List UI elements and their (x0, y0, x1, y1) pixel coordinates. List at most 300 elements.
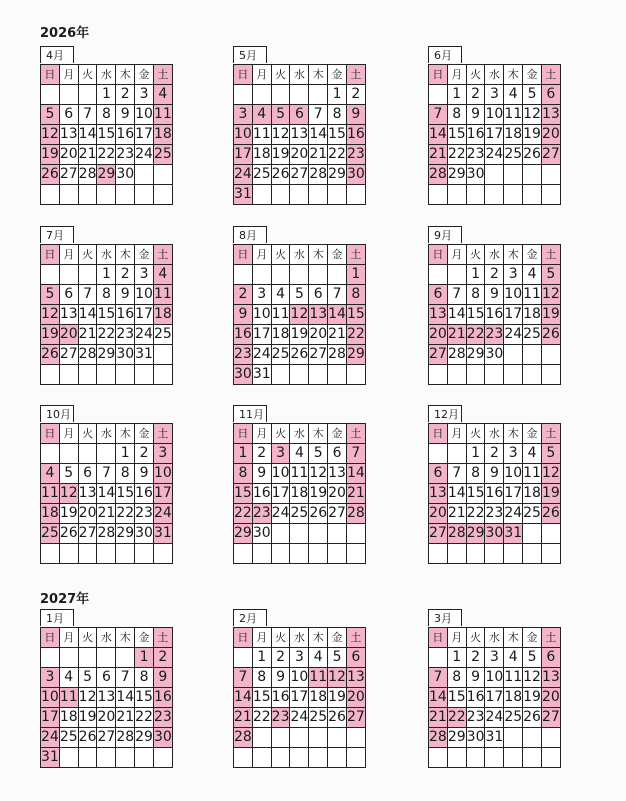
week-row (429, 444, 561, 464)
day-cell: 23 (252, 504, 271, 524)
week-row (429, 145, 561, 165)
day-cell: 5 (523, 648, 542, 668)
empty-day-cell (466, 365, 485, 385)
week-row (429, 748, 561, 768)
weekday-header: 土 (153, 628, 172, 648)
weekday-header-row (429, 65, 561, 85)
day-cell: 30 (485, 524, 504, 544)
month-grid (428, 244, 561, 385)
day-cell: 13 (346, 668, 365, 688)
month-grid (40, 64, 173, 205)
day-cell: 17 (290, 688, 309, 708)
day-cell: 16 (466, 688, 485, 708)
day-cell: 6 (541, 648, 560, 668)
day-cell: 19 (328, 688, 347, 708)
empty-day-cell (234, 544, 253, 564)
day-cell: 15 (447, 125, 466, 145)
day-cell: 9 (346, 105, 365, 125)
empty-day-cell (328, 185, 347, 205)
day-cell: 30 (485, 345, 504, 365)
day-cell: 8 (97, 105, 116, 125)
empty-day-cell (290, 748, 309, 768)
day-cell: 13 (541, 668, 560, 688)
day-cell: 31 (485, 728, 504, 748)
day-cell: 30 (252, 524, 271, 544)
day-cell: 20 (429, 325, 448, 345)
empty-day-cell (153, 748, 172, 768)
day-cell: 1 (252, 648, 271, 668)
day-cell: 12 (41, 125, 60, 145)
day-cell: 1 (116, 444, 135, 464)
week-row (41, 668, 173, 688)
weekday-header: 木 (309, 65, 328, 85)
day-cell: 24 (504, 325, 523, 345)
day-cell: 19 (523, 688, 542, 708)
day-cell: 8 (466, 285, 485, 305)
week-row (41, 504, 173, 524)
empty-day-cell (153, 544, 172, 564)
week-row (429, 305, 561, 325)
day-cell: 21 (78, 325, 97, 345)
day-cell: 2 (271, 648, 290, 668)
empty-day-cell (541, 748, 560, 768)
day-cell: 9 (466, 668, 485, 688)
empty-day-cell (504, 185, 523, 205)
month-grid (40, 627, 173, 768)
empty-day-cell (346, 185, 365, 205)
week-row (429, 105, 561, 125)
day-cell: 12 (41, 305, 60, 325)
empty-day-cell (290, 185, 309, 205)
day-cell: 12 (78, 688, 97, 708)
weekday-header: 金 (328, 628, 347, 648)
day-cell: 8 (328, 105, 347, 125)
empty-day-cell (309, 185, 328, 205)
empty-day-cell (78, 444, 97, 464)
weekday-header: 月 (59, 424, 78, 444)
day-cell: 3 (504, 265, 523, 285)
day-cell: 14 (429, 688, 448, 708)
day-cell: 30 (346, 165, 365, 185)
day-cell: 3 (504, 444, 523, 464)
day-cell: 9 (252, 464, 271, 484)
weekday-header: 月 (447, 424, 466, 444)
day-cell: 7 (78, 285, 97, 305)
weekday-header: 月 (59, 245, 78, 265)
empty-day-cell (523, 544, 542, 564)
day-cell: 12 (290, 305, 309, 325)
week-row (234, 688, 366, 708)
empty-day-cell (41, 648, 60, 668)
day-cell: 24 (135, 325, 154, 345)
day-cell: 16 (135, 484, 154, 504)
day-cell: 19 (78, 708, 97, 728)
empty-day-cell (116, 648, 135, 668)
weekday-header: 金 (523, 628, 542, 648)
day-cell: 17 (234, 145, 253, 165)
empty-day-cell (234, 748, 253, 768)
empty-day-cell (271, 728, 290, 748)
day-cell: 3 (290, 648, 309, 668)
day-cell: 20 (309, 325, 328, 345)
empty-day-cell (485, 544, 504, 564)
day-cell: 4 (59, 668, 78, 688)
weekday-header: 火 (466, 424, 485, 444)
day-cell: 2 (252, 444, 271, 464)
day-cell: 31 (153, 524, 172, 544)
week-row (41, 444, 173, 464)
empty-day-cell (78, 365, 97, 385)
day-cell: 20 (290, 145, 309, 165)
empty-day-cell (59, 265, 78, 285)
empty-day-cell (429, 265, 448, 285)
weekday-header: 日 (41, 245, 60, 265)
day-cell: 7 (309, 105, 328, 125)
day-cell: 2 (116, 85, 135, 105)
day-cell: 10 (504, 464, 523, 484)
empty-day-cell (135, 165, 154, 185)
week-row (429, 464, 561, 484)
day-cell: 24 (234, 165, 253, 185)
week-row (41, 484, 173, 504)
day-cell: 13 (290, 125, 309, 145)
empty-day-cell (447, 444, 466, 464)
weekday-header: 日 (429, 65, 448, 85)
week-row (41, 125, 173, 145)
week-row (41, 85, 173, 105)
weekday-header: 木 (504, 628, 523, 648)
week-row (234, 265, 366, 285)
empty-day-cell (523, 748, 542, 768)
empty-day-cell (466, 544, 485, 564)
day-cell: 14 (116, 688, 135, 708)
weekday-header: 金 (523, 424, 542, 444)
week-row (41, 464, 173, 484)
weekday-header: 木 (504, 65, 523, 85)
day-cell: 9 (153, 668, 172, 688)
day-cell: 1 (135, 648, 154, 668)
empty-day-cell (290, 544, 309, 564)
day-cell: 27 (290, 165, 309, 185)
weekday-header: 火 (271, 424, 290, 444)
empty-day-cell (252, 728, 271, 748)
day-cell: 11 (153, 105, 172, 125)
empty-day-cell (234, 648, 253, 668)
week-row (234, 345, 366, 365)
day-cell: 27 (309, 345, 328, 365)
day-cell: 28 (309, 165, 328, 185)
week-row (41, 145, 173, 165)
weekday-header: 水 (97, 424, 116, 444)
weekday-header: 土 (346, 245, 365, 265)
day-cell: 2 (116, 265, 135, 285)
day-cell: 2 (466, 648, 485, 668)
week-row (429, 125, 561, 145)
day-cell: 27 (541, 145, 560, 165)
empty-day-cell (309, 544, 328, 564)
day-cell: 17 (252, 325, 271, 345)
day-cell: 24 (504, 504, 523, 524)
empty-day-cell (59, 544, 78, 564)
day-cell: 31 (135, 345, 154, 365)
day-cell: 15 (328, 125, 347, 145)
day-cell: 10 (290, 668, 309, 688)
day-cell: 21 (116, 708, 135, 728)
day-cell: 8 (447, 668, 466, 688)
day-cell: 29 (97, 345, 116, 365)
day-cell: 6 (346, 648, 365, 668)
weekday-header: 金 (135, 628, 154, 648)
day-cell: 27 (541, 708, 560, 728)
day-cell: 18 (309, 688, 328, 708)
day-cell: 27 (59, 345, 78, 365)
empty-day-cell (447, 748, 466, 768)
day-cell: 12 (271, 125, 290, 145)
day-cell: 1 (346, 265, 365, 285)
day-cell: 11 (504, 668, 523, 688)
day-cell: 14 (447, 484, 466, 504)
day-cell: 4 (504, 85, 523, 105)
weekday-header: 金 (135, 245, 154, 265)
day-cell: 5 (59, 464, 78, 484)
day-cell: 15 (135, 688, 154, 708)
day-cell: 27 (59, 165, 78, 185)
day-cell: 8 (135, 668, 154, 688)
empty-day-cell (485, 185, 504, 205)
weekday-header: 日 (41, 628, 60, 648)
empty-day-cell (59, 185, 78, 205)
day-cell: 4 (41, 464, 60, 484)
day-cell: 13 (97, 688, 116, 708)
day-cell: 19 (41, 145, 60, 165)
empty-day-cell (271, 85, 290, 105)
weekday-header: 木 (504, 424, 523, 444)
week-row (234, 504, 366, 524)
week-row (234, 748, 366, 768)
day-cell: 25 (523, 325, 542, 345)
day-cell: 26 (309, 504, 328, 524)
weekday-header: 日 (429, 245, 448, 265)
empty-day-cell (346, 524, 365, 544)
empty-day-cell (116, 544, 135, 564)
empty-day-cell (271, 524, 290, 544)
day-cell: 19 (523, 125, 542, 145)
empty-day-cell (271, 265, 290, 285)
empty-day-cell (309, 85, 328, 105)
day-cell: 21 (447, 325, 466, 345)
day-cell: 25 (523, 504, 542, 524)
weekday-header: 月 (252, 245, 271, 265)
week-row (429, 345, 561, 365)
day-cell: 15 (466, 305, 485, 325)
day-cell: 26 (523, 708, 542, 728)
day-cell: 27 (429, 524, 448, 544)
week-row (429, 728, 561, 748)
day-cell: 9 (116, 285, 135, 305)
day-cell: 11 (309, 668, 328, 688)
day-cell: 21 (447, 504, 466, 524)
day-cell: 7 (78, 105, 97, 125)
day-cell: 30 (153, 728, 172, 748)
day-cell: 16 (153, 688, 172, 708)
day-cell: 3 (485, 648, 504, 668)
empty-day-cell (523, 165, 542, 185)
week-row (41, 728, 173, 748)
empty-day-cell (41, 544, 60, 564)
empty-day-cell (346, 748, 365, 768)
empty-day-cell (97, 444, 116, 464)
weekday-header: 水 (290, 628, 309, 648)
day-cell: 13 (309, 305, 328, 325)
weekday-header: 火 (466, 65, 485, 85)
day-cell: 18 (41, 504, 60, 524)
day-cell: 2 (485, 265, 504, 285)
day-cell: 5 (78, 668, 97, 688)
empty-day-cell (135, 748, 154, 768)
day-cell: 28 (78, 345, 97, 365)
day-cell: 22 (466, 504, 485, 524)
day-cell: 17 (135, 125, 154, 145)
weekday-header: 木 (309, 628, 328, 648)
week-row (234, 305, 366, 325)
day-cell: 9 (466, 105, 485, 125)
weekday-header: 水 (290, 424, 309, 444)
weekday-header-row (41, 65, 173, 85)
day-cell: 26 (78, 728, 97, 748)
weekday-header-row (41, 245, 173, 265)
day-cell: 25 (41, 524, 60, 544)
day-cell: 22 (252, 708, 271, 728)
empty-day-cell (429, 85, 448, 105)
day-cell: 6 (328, 444, 347, 464)
month-grid (428, 423, 561, 564)
empty-day-cell (309, 748, 328, 768)
day-cell: 23 (271, 708, 290, 728)
empty-day-cell (271, 185, 290, 205)
weekday-header-row (429, 245, 561, 265)
day-cell: 9 (234, 305, 253, 325)
day-cell: 6 (309, 285, 328, 305)
day-cell: 3 (41, 668, 60, 688)
week-row (41, 748, 173, 768)
day-cell: 21 (346, 484, 365, 504)
empty-day-cell (153, 345, 172, 365)
day-cell: 25 (153, 325, 172, 345)
week-row (429, 504, 561, 524)
weekday-header: 日 (429, 628, 448, 648)
day-cell: 10 (485, 105, 504, 125)
weekday-header: 金 (328, 424, 347, 444)
day-cell: 23 (485, 504, 504, 524)
day-cell: 25 (504, 708, 523, 728)
empty-day-cell (429, 748, 448, 768)
week-row (234, 648, 366, 668)
week-row (41, 325, 173, 345)
day-cell: 27 (97, 728, 116, 748)
weekday-header: 火 (466, 245, 485, 265)
day-cell: 21 (429, 708, 448, 728)
day-cell: 16 (116, 125, 135, 145)
weekday-header-row (234, 424, 366, 444)
day-cell: 6 (290, 105, 309, 125)
empty-day-cell (252, 265, 271, 285)
empty-day-cell (290, 365, 309, 385)
day-cell: 1 (97, 265, 116, 285)
weekday-header: 土 (153, 245, 172, 265)
day-cell: 25 (504, 145, 523, 165)
weekday-header: 土 (153, 424, 172, 444)
empty-day-cell (541, 185, 560, 205)
day-cell: 23 (346, 145, 365, 165)
empty-day-cell (504, 728, 523, 748)
empty-day-cell (429, 648, 448, 668)
weekday-header: 水 (485, 65, 504, 85)
day-cell: 6 (78, 464, 97, 484)
month-label: 8月 (233, 226, 267, 243)
day-cell: 7 (429, 668, 448, 688)
weekday-header: 日 (234, 628, 253, 648)
empty-day-cell (485, 365, 504, 385)
week-row (234, 668, 366, 688)
month-label: 2月 (233, 609, 267, 626)
day-cell: 25 (153, 145, 172, 165)
day-cell: 23 (234, 345, 253, 365)
day-cell: 17 (271, 484, 290, 504)
day-cell: 14 (309, 125, 328, 145)
week-row (41, 285, 173, 305)
week-row (234, 325, 366, 345)
week-row (429, 544, 561, 564)
weekday-header: 水 (485, 245, 504, 265)
day-cell: 7 (447, 285, 466, 305)
day-cell: 13 (429, 484, 448, 504)
day-cell: 16 (466, 125, 485, 145)
month-grid (233, 627, 366, 768)
day-cell: 27 (78, 524, 97, 544)
weekday-header: 木 (116, 65, 135, 85)
weekday-header: 火 (271, 245, 290, 265)
week-row (234, 365, 366, 385)
day-cell: 4 (271, 285, 290, 305)
day-cell: 15 (97, 125, 116, 145)
weekday-header-row (41, 628, 173, 648)
day-cell: 11 (252, 125, 271, 145)
week-row (234, 185, 366, 205)
day-cell: 27 (346, 708, 365, 728)
day-cell: 2 (135, 444, 154, 464)
day-cell: 16 (485, 484, 504, 504)
day-cell: 5 (541, 444, 560, 464)
day-cell: 18 (504, 688, 523, 708)
day-cell: 24 (41, 728, 60, 748)
empty-day-cell (466, 748, 485, 768)
week-row (41, 544, 173, 564)
empty-day-cell (59, 748, 78, 768)
day-cell: 2 (466, 85, 485, 105)
day-cell: 19 (541, 484, 560, 504)
empty-day-cell (328, 728, 347, 748)
day-cell: 15 (466, 484, 485, 504)
day-cell: 22 (346, 325, 365, 345)
day-cell: 1 (466, 265, 485, 285)
week-row (429, 484, 561, 504)
empty-day-cell (523, 345, 542, 365)
day-cell: 25 (271, 345, 290, 365)
day-cell: 20 (541, 125, 560, 145)
day-cell: 22 (447, 145, 466, 165)
weekday-header: 月 (447, 245, 466, 265)
day-cell: 12 (523, 668, 542, 688)
